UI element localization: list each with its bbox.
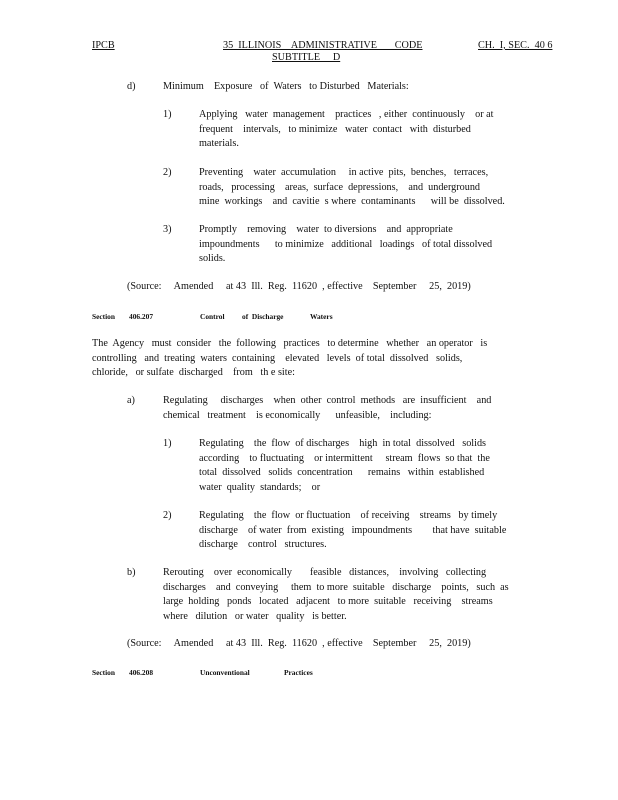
intro-line: controlling and treating waters containing elevated levels of total dissolved solids,	[92, 352, 463, 364]
d2-text	[199, 166, 519, 210]
source-note-2: (Source: Amended at 43 Ill. Reg. 11620 , effective September 25, 2019)	[127, 638, 471, 649]
subsection-d-title: Minimum Exposure of Waters to Disturbed Materials:	[163, 81, 409, 92]
d1-line: frequent intervals, to minimize water contact with disturbed	[199, 123, 471, 135]
header-left: IPCB	[92, 40, 115, 51]
b-line: where dilution or water quality is better.	[163, 610, 347, 622]
section-number: 406.208	[129, 668, 154, 677]
section-label: Section	[92, 668, 115, 677]
d2-line: roads, processing areas, surface depressions, and underground	[199, 181, 481, 193]
a-line: Regulating discharges when other control methods are insufficient and	[163, 395, 492, 406]
d1-line: Applying water management practices , either continuously or at	[199, 109, 494, 120]
a2-line: discharge control structures.	[199, 539, 327, 550]
a1-line: Regulating the flow of discharges high in total dissolved solids	[199, 438, 487, 449]
a2-text	[199, 509, 517, 553]
subsection-d-marker: d)	[127, 81, 136, 92]
d3-marker: 3)	[163, 224, 172, 235]
a1-marker: 1)	[163, 438, 172, 449]
d3-line: Promptly removing water to diversions and appropriate	[199, 224, 453, 235]
d2-line: Preventing water accumulation in active pits, benches, terraces,	[199, 167, 489, 178]
intro-paragraph	[92, 337, 522, 381]
header-center-line2: SUBTITLE D	[272, 52, 341, 63]
section-title-part: Practices	[284, 668, 313, 677]
subsection-a-text	[163, 394, 508, 423]
subsection-b-marker: b)	[127, 567, 136, 578]
a2-line: discharge of water from existing impoundments that have suitable	[199, 524, 507, 536]
section-title-part: Unconventional	[200, 668, 250, 677]
header-right: CH. I, SEC. 40 6	[478, 40, 553, 51]
source-note-1: (Source: Amended at 43 Ill. Reg. 11620 , effective September 25, 2019)	[127, 281, 471, 292]
subsection-a-marker: a)	[127, 395, 135, 406]
section-label: Section	[92, 312, 115, 321]
d1-marker: 1)	[163, 109, 172, 120]
d3-line: solids.	[199, 253, 226, 264]
section-title-part: Waters	[310, 312, 333, 321]
d2-line: mine workings and cavitie s where contaminants will be dissolved.	[199, 196, 505, 207]
a1-line: according to fluctuating or intermittent stream flows so that the	[199, 452, 490, 464]
intro-line: chloride, or sulfate discharged from th e site:	[92, 367, 295, 378]
b-line: discharges and conveying them to more suitable discharge points, such as	[163, 581, 509, 593]
d2-marker: 2)	[163, 167, 172, 178]
a2-marker: 2)	[163, 510, 172, 521]
a1-text	[199, 437, 509, 495]
b-line: Rerouting over economically feasible distances, involving collecting	[163, 567, 487, 578]
a2-line: Regulating the flow or fluctuation of receiving streams by timely	[199, 510, 498, 521]
d3-line: impoundments to minimize additional loadings of total dissolved	[199, 238, 493, 250]
a1-line: total dissolved solids concentration remains within established	[199, 467, 485, 478]
b-line: large holding ponds located adjacent to more suitable receiving streams	[163, 596, 493, 607]
section-title-part: of Discharge	[242, 312, 284, 321]
d1-text	[199, 108, 511, 152]
header-center-line1: 35 ILLINOIS ADMINISTRATIVE CODE	[223, 40, 423, 51]
a1-line: water quality standards; or	[199, 481, 321, 493]
d1-line: materials.	[199, 138, 239, 149]
a-line: chemical treatment is economically unfeasible, including:	[163, 409, 432, 421]
intro-line: The Agency must consider the following practices to determine whether an operator is	[92, 338, 488, 349]
section-title-part: Control	[200, 312, 225, 321]
subsection-b-text	[163, 566, 523, 624]
d3-text	[199, 223, 514, 267]
section-number: 406.207	[129, 312, 154, 321]
